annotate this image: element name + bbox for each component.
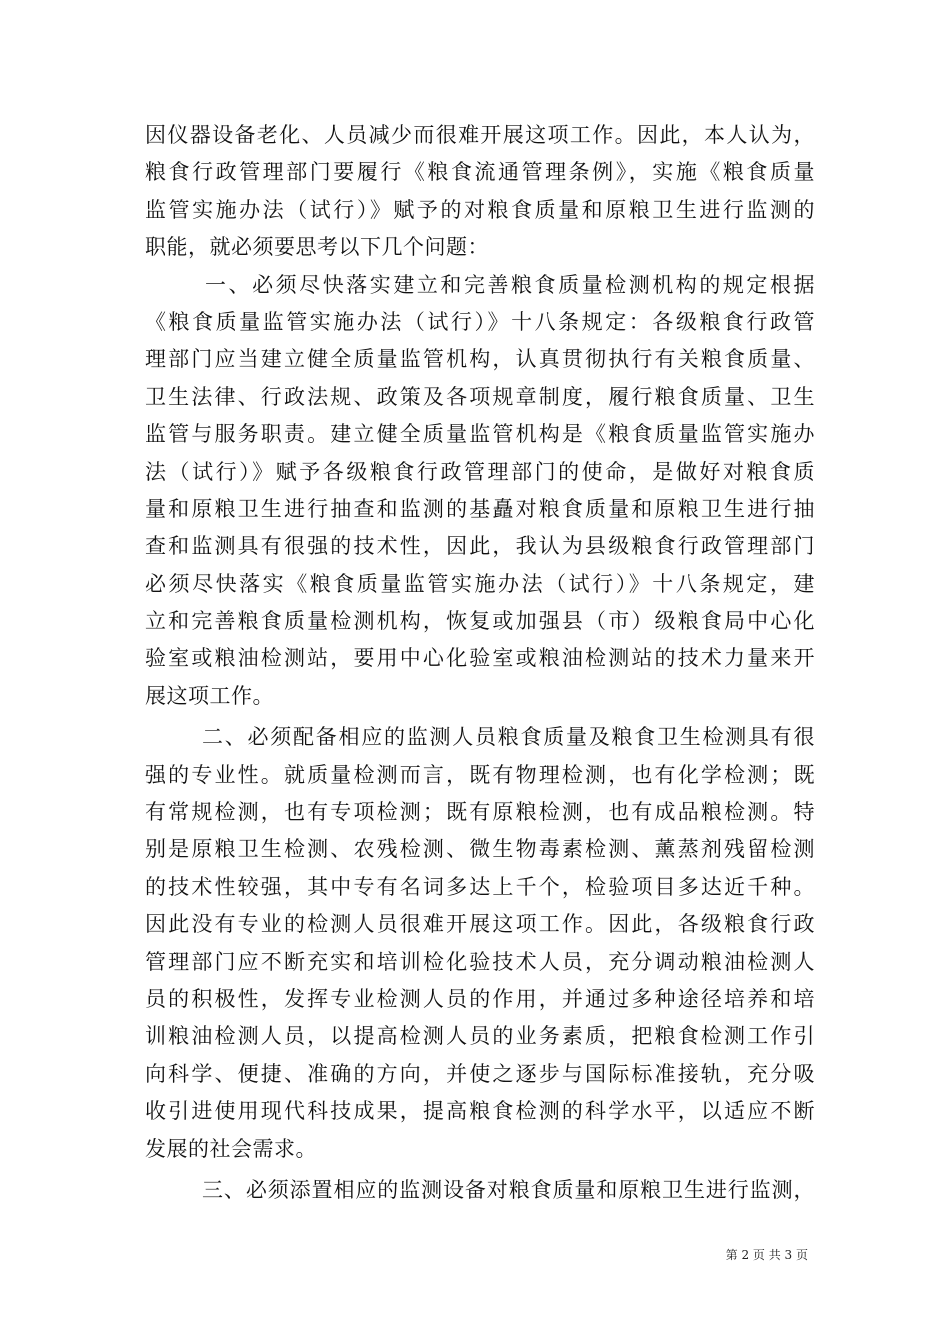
text-line: 因此没有专业的检测人员很难开展这项工作。因此，各级粮食行政 [145,912,815,937]
text-line: 员的积极性，发挥专业检测人员的作用，并通过多种途径培养和培 [145,986,815,1011]
text-line: 发展的社会需求。 [145,1136,317,1161]
text-line: 强的专业性。就质量检测而言，既有物理检测，也有化学检测；既 [145,762,815,787]
text-line: 卫生法律、行政法规、政策及各项规章制度，履行粮食质量、卫生 [145,384,815,409]
text-line: 立和完善粮食质量检测机构，恢复或加强县（市）级粮食局中心化 [145,609,815,634]
text-line: 管理部门应不断充实和培训检化验技术人员，充分调动粮油检测人 [145,949,815,974]
page-number-footer: 第 2 页 共 3 页 [725,1248,808,1262]
text-line: 职能，就必须要思考以下几个问题： [145,235,489,260]
text-line: 查和监测具有很强的技术性，因此，我认为县级粮食行政管理部门 [145,534,815,559]
text-line: 必须尽快落实《粮食质量监管实施办法（试行）》十八条规定，建 [145,571,815,596]
text-line: 量和原粮卫生进行抽查和监测的基矗对粮食质量和原粮卫生进行抽 [145,496,815,521]
text-line: 别是原粮卫生检测、农残检测、微生物毒素检测、薰蒸剂残留检测 [145,837,815,862]
text-line: 的技术性较强，其中专有名词多达上千个，检验项目多达近千种。 [145,874,815,899]
text-line: 《粮食质量监管实施办法（试行）》十八条规定：各级粮食行政管 [145,309,815,334]
body-text [145,117,815,1209]
text-line: 一、必须尽快落实建立和完善粮食质量检测机构的规定根据 [205,272,815,297]
text-line: 二、必须配备相应的监测人员粮食质量及粮食卫生检测具有很 [202,725,815,750]
text-line: 收引进使用现代科技成果，提高粮食检测的科学水平，以适应不断 [145,1099,815,1124]
text-line: 粮食行政管理部门要履行《粮食流通管理条例》，实施《粮食质量 [145,160,815,185]
text-line: 三、必须添置相应的监测设备对粮食质量和原粮卫生进行监测， [202,1177,815,1202]
text-line: 验室或粮油检测站，要用中心化验室或粮油检测站的技术力量来开 [145,646,815,671]
text-line: 理部门应当建立健全质量监管机构，认真贯彻执行有关粮食质量、 [145,347,815,372]
text-line: 因仪器设备老化、人员减少而很难开展这项工作。因此，本人认为， [145,123,815,147]
text-line: 训粮油检测人员，以提高检测人员的业务素质，把粮食检测工作引 [145,1024,815,1049]
text-line: 监管与服务职责。建立健全质量监管机构是《粮食质量监管实施办 [145,422,815,447]
text-line: 监管实施办法（试行）》赋予的对粮食质量和原粮卫生进行监测的 [145,197,815,222]
text-line: 有常规检测，也有专项检测；既有原粮检测，也有成品粮检测。特 [145,800,815,825]
text-line: 向科学、便捷、准确的方向，并使之逐步与国际标准接轨，充分吸 [145,1061,815,1086]
text-line: 展这项工作。 [145,683,274,708]
text-line: 法（试行）》赋予各级粮食行政管理部门的使命，是做好对粮食质 [145,459,815,484]
